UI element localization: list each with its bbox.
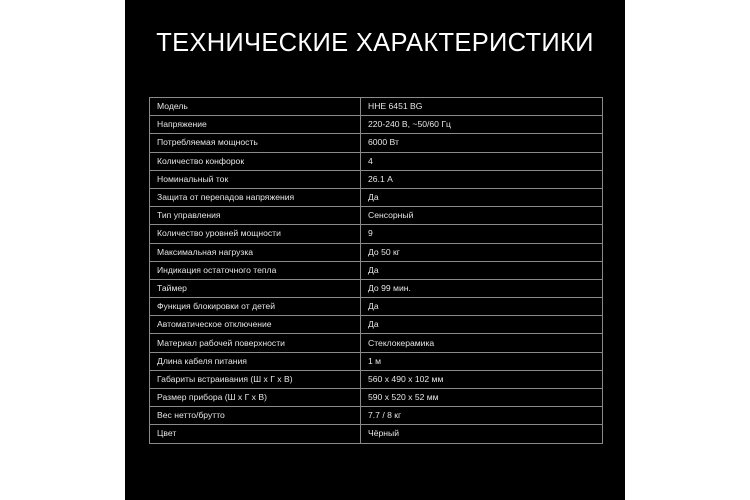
spec-row <box>150 316 603 334</box>
spec-value: 1 м <box>361 352 603 370</box>
spec-row <box>150 334 603 352</box>
spec-value: До 99 мин. <box>361 279 603 297</box>
spec-row <box>150 170 603 188</box>
spec-value: 560 х 490 х 102 мм <box>361 370 603 388</box>
spec-row <box>150 134 603 152</box>
spec-label: Таймер <box>150 279 361 297</box>
spec-value: 6000 Вт <box>361 134 603 152</box>
spec-label: Цвет <box>150 425 361 443</box>
spec-value: До 50 кг <box>361 243 603 261</box>
spec-row <box>150 152 603 170</box>
spec-value: Да <box>361 261 603 279</box>
spec-panel <box>125 0 625 500</box>
spec-row <box>150 370 603 388</box>
spec-row <box>150 116 603 134</box>
spec-value: 590 х 520 х 52 мм <box>361 389 603 407</box>
spec-row <box>150 225 603 243</box>
spec-table-body <box>150 98 603 444</box>
spec-label: Вес нетто/брутто <box>150 407 361 425</box>
spec-row <box>150 425 603 443</box>
spec-label: Автоматическое отключение <box>150 316 361 334</box>
spec-label: Функция блокировки от детей <box>150 298 361 316</box>
spec-row <box>150 207 603 225</box>
spec-row <box>150 407 603 425</box>
spec-row <box>150 389 603 407</box>
spec-row <box>150 352 603 370</box>
spec-row <box>150 188 603 206</box>
spec-label: Материал рабочей поверхности <box>150 334 361 352</box>
spec-value: Да <box>361 298 603 316</box>
spec-label: Номинальный ток <box>150 170 361 188</box>
spec-label: Габариты встраивания (Ш х Г х В) <box>150 370 361 388</box>
spec-row <box>150 298 603 316</box>
spec-value: 220-240 В, ~50/60 Гц <box>361 116 603 134</box>
spec-label: Защита от перепадов напряжения <box>150 188 361 206</box>
spec-value: HHE 6451 BG <box>361 98 603 116</box>
spec-label: Максимальная нагрузка <box>150 243 361 261</box>
spec-row <box>150 243 603 261</box>
spec-label: Количество конфорок <box>150 152 361 170</box>
spec-label: Напряжение <box>150 116 361 134</box>
spec-value: Чёрный <box>361 425 603 443</box>
page-title: ТЕХНИЧЕСКИЕ ХАРАКТЕРИСТИКИ <box>156 29 594 57</box>
spec-value: 4 <box>361 152 603 170</box>
spec-label: Длина кабеля питания <box>150 352 361 370</box>
spec-value: Да <box>361 316 603 334</box>
spec-value: Стеклокерамика <box>361 334 603 352</box>
spec-label: Индикация остаточного тепла <box>150 261 361 279</box>
spec-label: Тип управления <box>150 207 361 225</box>
spec-label: Потребляемая мощность <box>150 134 361 152</box>
spec-row <box>150 98 603 116</box>
spec-value: 7.7 / 8 кг <box>361 407 603 425</box>
spec-value: 9 <box>361 225 603 243</box>
spec-table <box>149 97 603 444</box>
spec-value: Да <box>361 188 603 206</box>
spec-value: 26.1 А <box>361 170 603 188</box>
spec-row <box>150 261 603 279</box>
spec-label: Количество уровней мощности <box>150 225 361 243</box>
spec-value: Сенсорный <box>361 207 603 225</box>
spec-label: Размер прибора (Ш х Г х В) <box>150 389 361 407</box>
spec-label: Модель <box>150 98 361 116</box>
spec-row <box>150 279 603 297</box>
